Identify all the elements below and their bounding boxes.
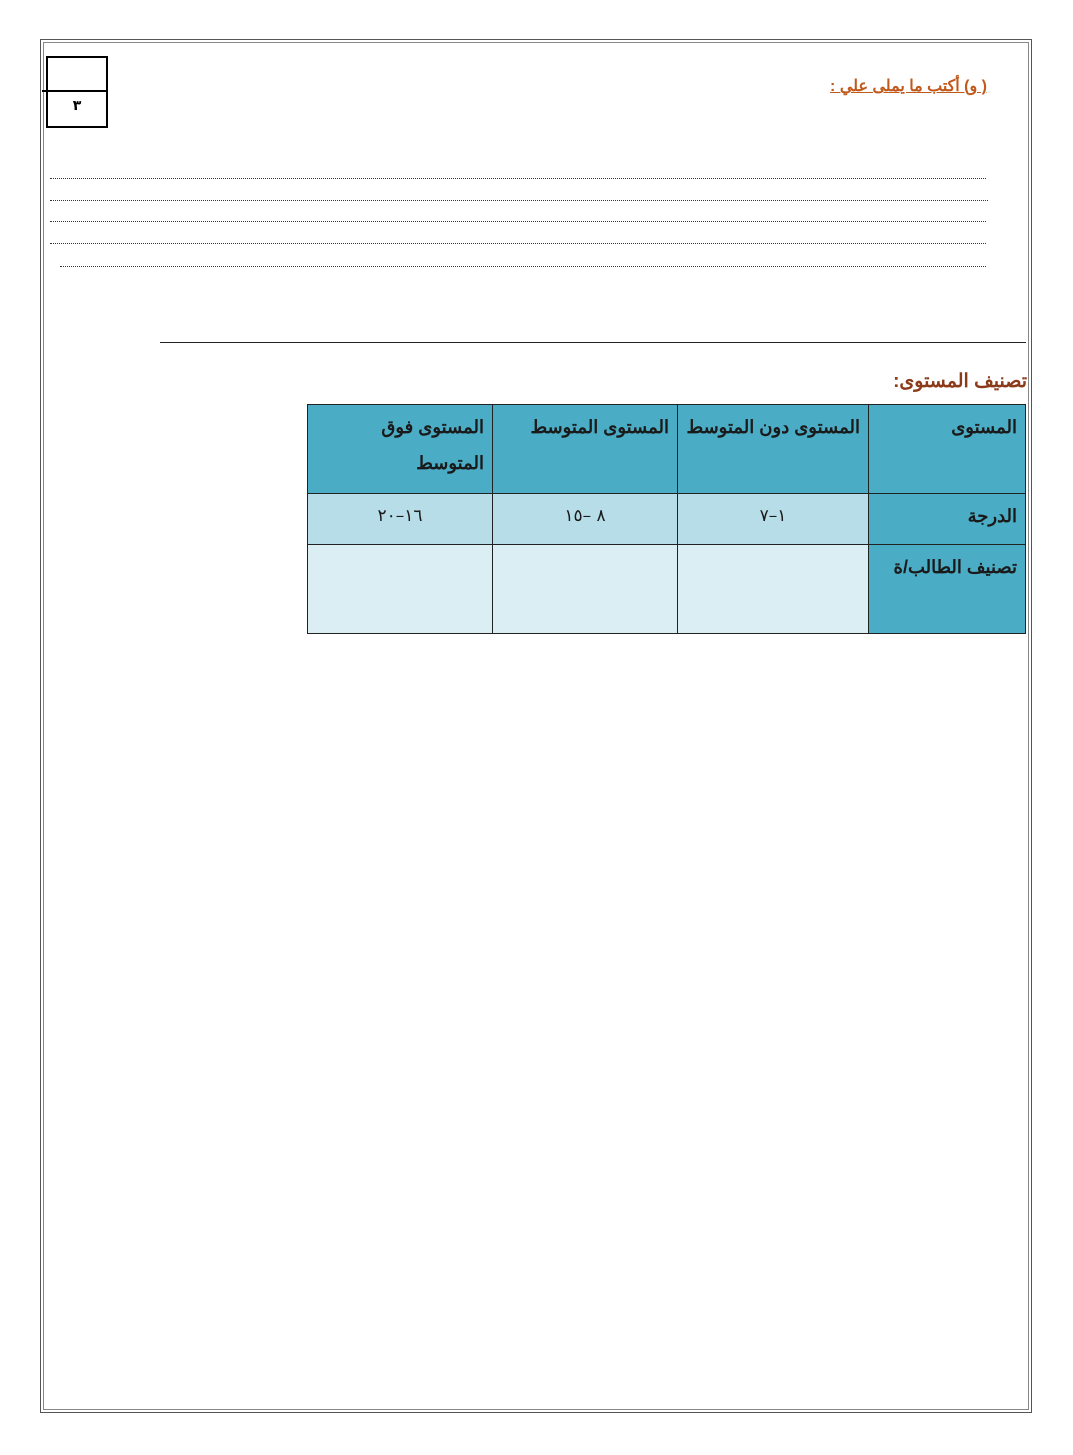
page-border-inner [43,42,1029,1410]
header-label-cell: المستوى [869,405,1026,494]
dictation-heading: ( و) أكتب ما يملى علي : [830,78,987,95]
section-divider [160,342,1026,343]
classification-cell-average[interactable] [493,545,678,634]
grade-row [308,494,1026,545]
classification-cell-below[interactable] [678,545,869,634]
classification-label-cell: تصنيف الطالب/ة [869,545,1026,634]
score-box[interactable] [46,56,108,128]
writing-line[interactable] [60,266,986,267]
level-table [307,404,1026,634]
score-value: ٣ [72,98,82,114]
header-above-average: المستوى فوق المتوسط [308,405,493,494]
writing-line[interactable] [50,221,986,222]
score-box-divider [42,90,106,92]
grade-label-cell: الدرجة [869,494,1026,545]
writing-line[interactable] [50,243,986,244]
grade-range-above: ١٦–٢٠ [308,494,493,545]
header-average: المستوى المتوسط [493,405,678,494]
table-header-row [308,405,1026,494]
header-below-average: المستوى دون المتوسط [678,405,869,494]
level-classification-title: تصنيف المستوى: [893,371,1027,392]
writing-line[interactable] [50,200,988,201]
classification-cell-above[interactable] [308,545,493,634]
classification-row [308,545,1026,634]
grade-range-below: ١–٧ [678,494,869,545]
grade-range-average: ٨ –١٥ [493,494,678,545]
writing-line[interactable] [50,178,986,179]
